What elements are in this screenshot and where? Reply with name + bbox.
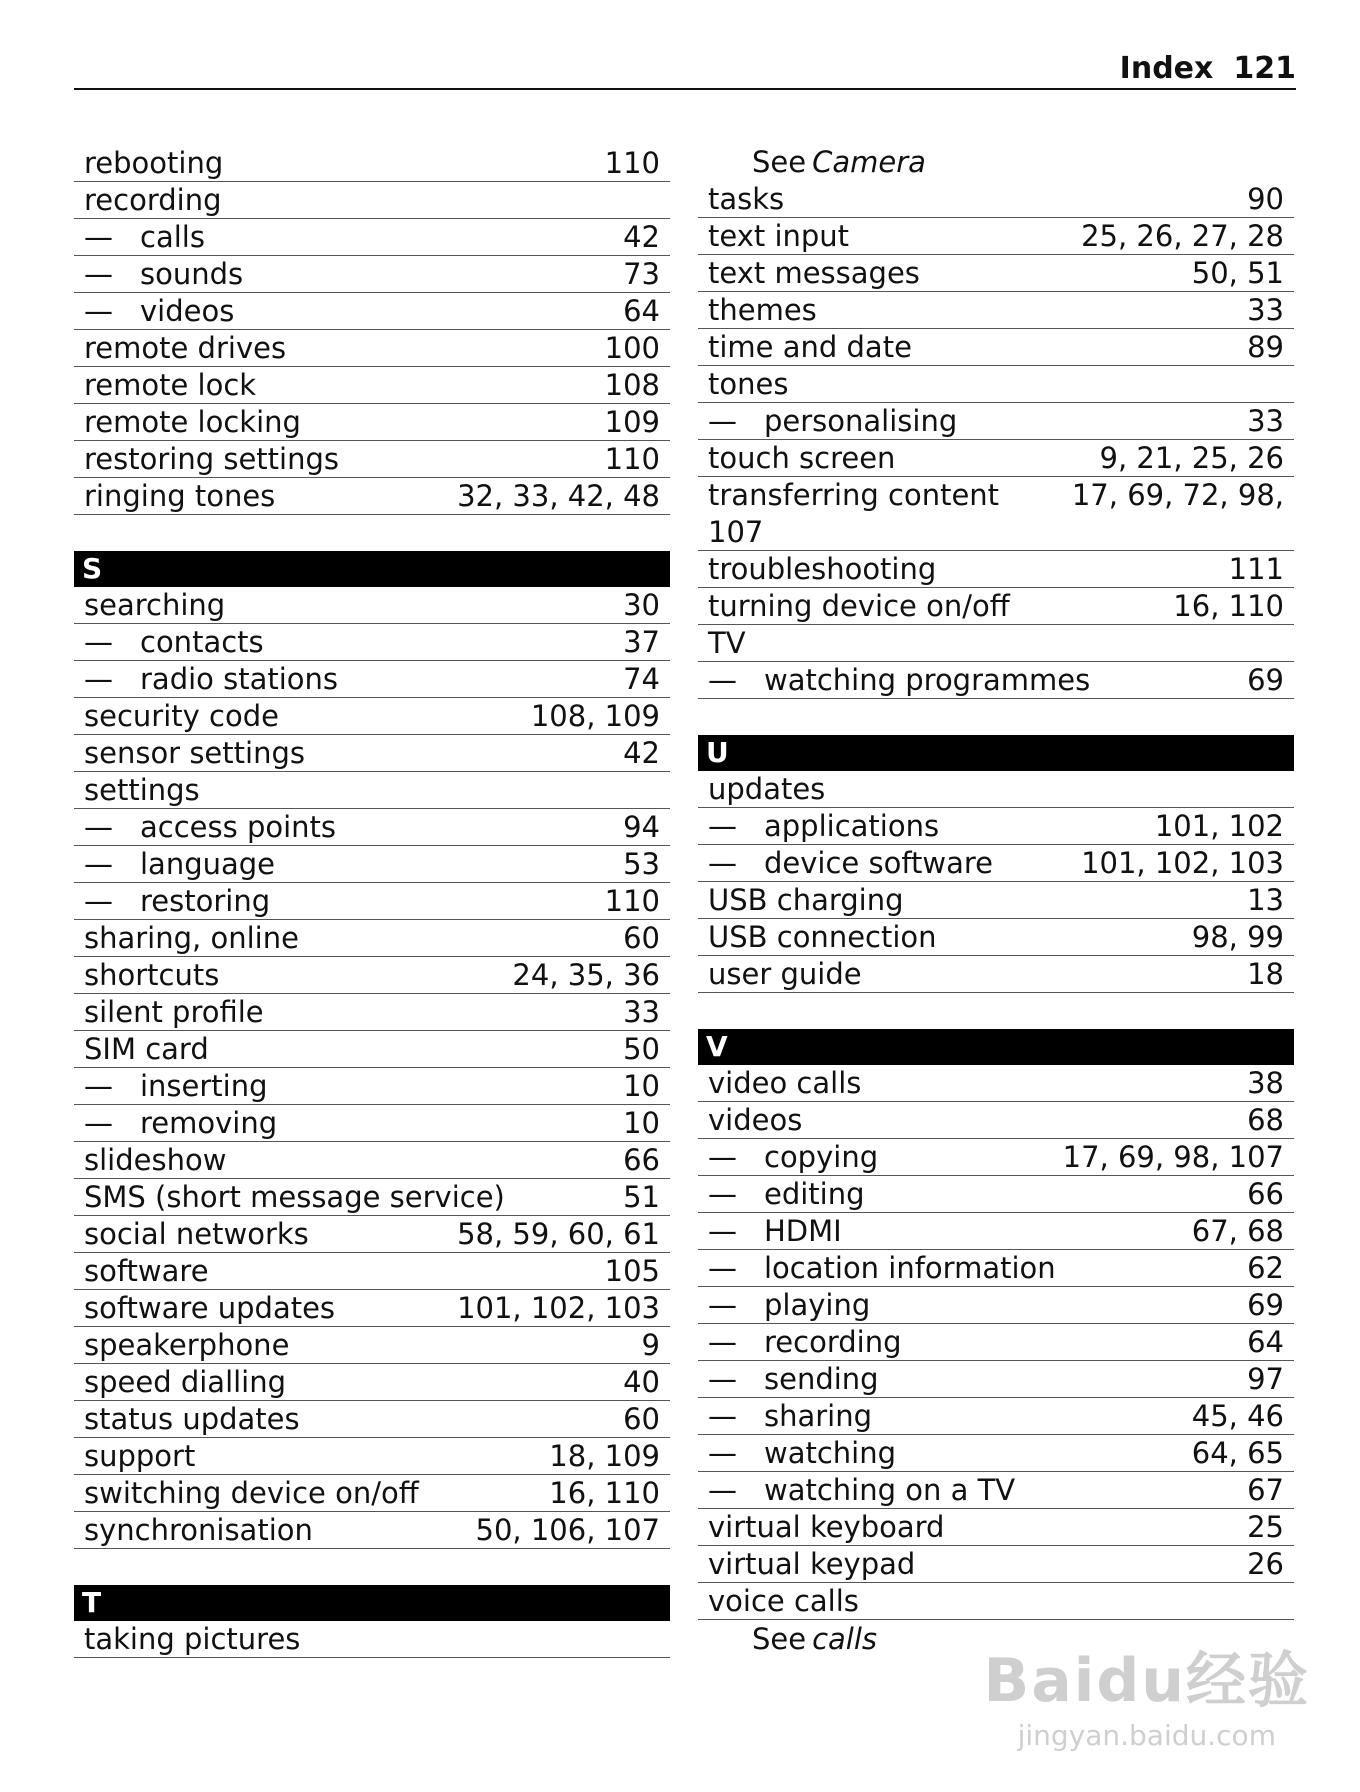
index-entry: ringing tones 32, 33, 42, 48	[74, 478, 670, 515]
index-entry: time and date 89	[698, 329, 1294, 366]
index-entry: USB connection 98, 99	[698, 919, 1294, 956]
index-subentry: — watching 64, 65	[698, 1435, 1294, 1472]
index-entry: shortcuts 24, 35, 36	[74, 957, 670, 994]
index-subentry: — radio stations 74	[74, 661, 670, 698]
index-entry: status updates 60	[74, 1401, 670, 1438]
index-entry: troubleshooting 111	[698, 551, 1294, 588]
section-letter-s: S	[74, 551, 670, 587]
index-entry: social networks 58, 59, 60, 61	[74, 1216, 670, 1253]
index-subentry: — videos 64	[74, 293, 670, 330]
watermark-brand: Baidu经验	[983, 1646, 1310, 1716]
index-subentry: — removing 10	[74, 1105, 670, 1142]
index-entry: text messages 50, 51	[698, 255, 1294, 292]
index-entry: remote drives 100	[74, 330, 670, 367]
index-subentry: — contacts 37	[74, 624, 670, 661]
index-entry: USB charging 13	[698, 882, 1294, 919]
watermark-url: jingyan.baidu.com	[1017, 1719, 1276, 1752]
section-gap	[698, 699, 1294, 735]
index-entry: settings	[74, 772, 670, 809]
index-subentry: — sharing 45, 46	[698, 1398, 1294, 1435]
section-letter-v: V	[698, 1029, 1294, 1065]
index-entry: switching device on/off 16, 110	[74, 1475, 670, 1512]
index-entry: video calls 38	[698, 1065, 1294, 1102]
index-entry: tones	[698, 366, 1294, 403]
index-subentry: — language 53	[74, 846, 670, 883]
index-entry: virtual keypad 26	[698, 1546, 1294, 1583]
section-gap	[74, 515, 670, 551]
index-entry: themes 33	[698, 292, 1294, 329]
index-subentry: — sending 97	[698, 1361, 1294, 1398]
index-subentry: — watching programmes 69	[698, 662, 1294, 699]
index-entry: virtual keyboard 25	[698, 1509, 1294, 1546]
index-entry: voice calls	[698, 1583, 1294, 1620]
index-entry: remote lock 108	[74, 367, 670, 404]
index-entry: rebooting 110	[74, 145, 670, 182]
index-subentry: — restoring 110	[74, 883, 670, 920]
header-title: Index	[1119, 51, 1214, 86]
see-reference: See calls	[752, 1622, 878, 1656]
index-subentry: — access points 94	[74, 809, 670, 846]
index-entry: speed dialling 40	[74, 1364, 670, 1401]
index-subentry: — editing 66	[698, 1176, 1294, 1213]
index-entry: sensor settings 42	[74, 735, 670, 772]
index-entry: silent profile 33	[74, 994, 670, 1031]
index-entry: restoring settings 110	[74, 441, 670, 478]
index-entry: recording	[74, 182, 670, 219]
index-entry: user guide 18	[698, 956, 1294, 993]
baidu-watermark	[984, 1633, 1310, 1752]
index-entry: synchronisation 50, 106, 107	[74, 1512, 670, 1549]
index-entry: text input 25, 26, 27, 28	[698, 218, 1294, 255]
index-column-left	[74, 145, 670, 1658]
index-entry: SMS (short message service) 51	[74, 1179, 670, 1216]
index-entry: software 105	[74, 1253, 670, 1290]
see-reference-target: Camera	[812, 145, 926, 179]
index-subentry: — inserting 10	[74, 1068, 670, 1105]
section-letter-t: T	[74, 1585, 670, 1621]
index-subentry: — playing 69	[698, 1287, 1294, 1324]
index-subentry: — applications 101, 102	[698, 808, 1294, 845]
index-entry: remote locking 109	[74, 404, 670, 441]
index-subentry: — watching on a TV 67	[698, 1472, 1294, 1509]
index-subentry: — location information 62	[698, 1250, 1294, 1287]
index-entry: software updates 101, 102, 103	[74, 1290, 670, 1327]
index-entry: videos 68	[698, 1102, 1294, 1139]
page-number: 121	[1233, 51, 1296, 86]
index-entry: TV	[698, 625, 1294, 662]
index-entry: touch screen 9, 21, 25, 26	[698, 440, 1294, 477]
index-entry: transferring content 17, 69, 72, 98, 107	[698, 477, 1294, 551]
section-letter-u: U	[698, 735, 1294, 771]
index-entry: tasks 90	[698, 181, 1294, 218]
see-reference-target: calls	[812, 1622, 878, 1656]
index-subentry: — device software 101, 102, 103	[698, 845, 1294, 882]
section-gap	[74, 1549, 670, 1585]
index-entry: slideshow 66	[74, 1142, 670, 1179]
index-entry: support 18, 109	[74, 1438, 670, 1475]
index-subentry: — HDMI 67, 68	[698, 1213, 1294, 1250]
section-gap	[698, 993, 1294, 1029]
index-subentry: — recording 64	[698, 1324, 1294, 1361]
see-reference: See Camera	[752, 145, 926, 179]
index-entry: updates	[698, 771, 1294, 808]
index-entry: speakerphone 9	[74, 1327, 670, 1364]
index-subentry: — sounds 73	[74, 256, 670, 293]
index-entry: searching 30	[74, 587, 670, 624]
index-subentry: — personalising 33	[698, 403, 1294, 440]
index-entry: security code 108, 109	[74, 698, 670, 735]
index-subentry: — calls 42	[74, 219, 670, 256]
index-entry: sharing, online 60	[74, 920, 670, 957]
index-entry: SIM card 50	[74, 1031, 670, 1068]
index-entry: turning device on/off 16, 110	[698, 588, 1294, 625]
index-column-right	[698, 143, 1294, 1658]
page-header	[74, 50, 1296, 90]
index-subentry: — copying 17, 69, 98, 107	[698, 1139, 1294, 1176]
index-entry: taking pictures	[74, 1621, 670, 1658]
